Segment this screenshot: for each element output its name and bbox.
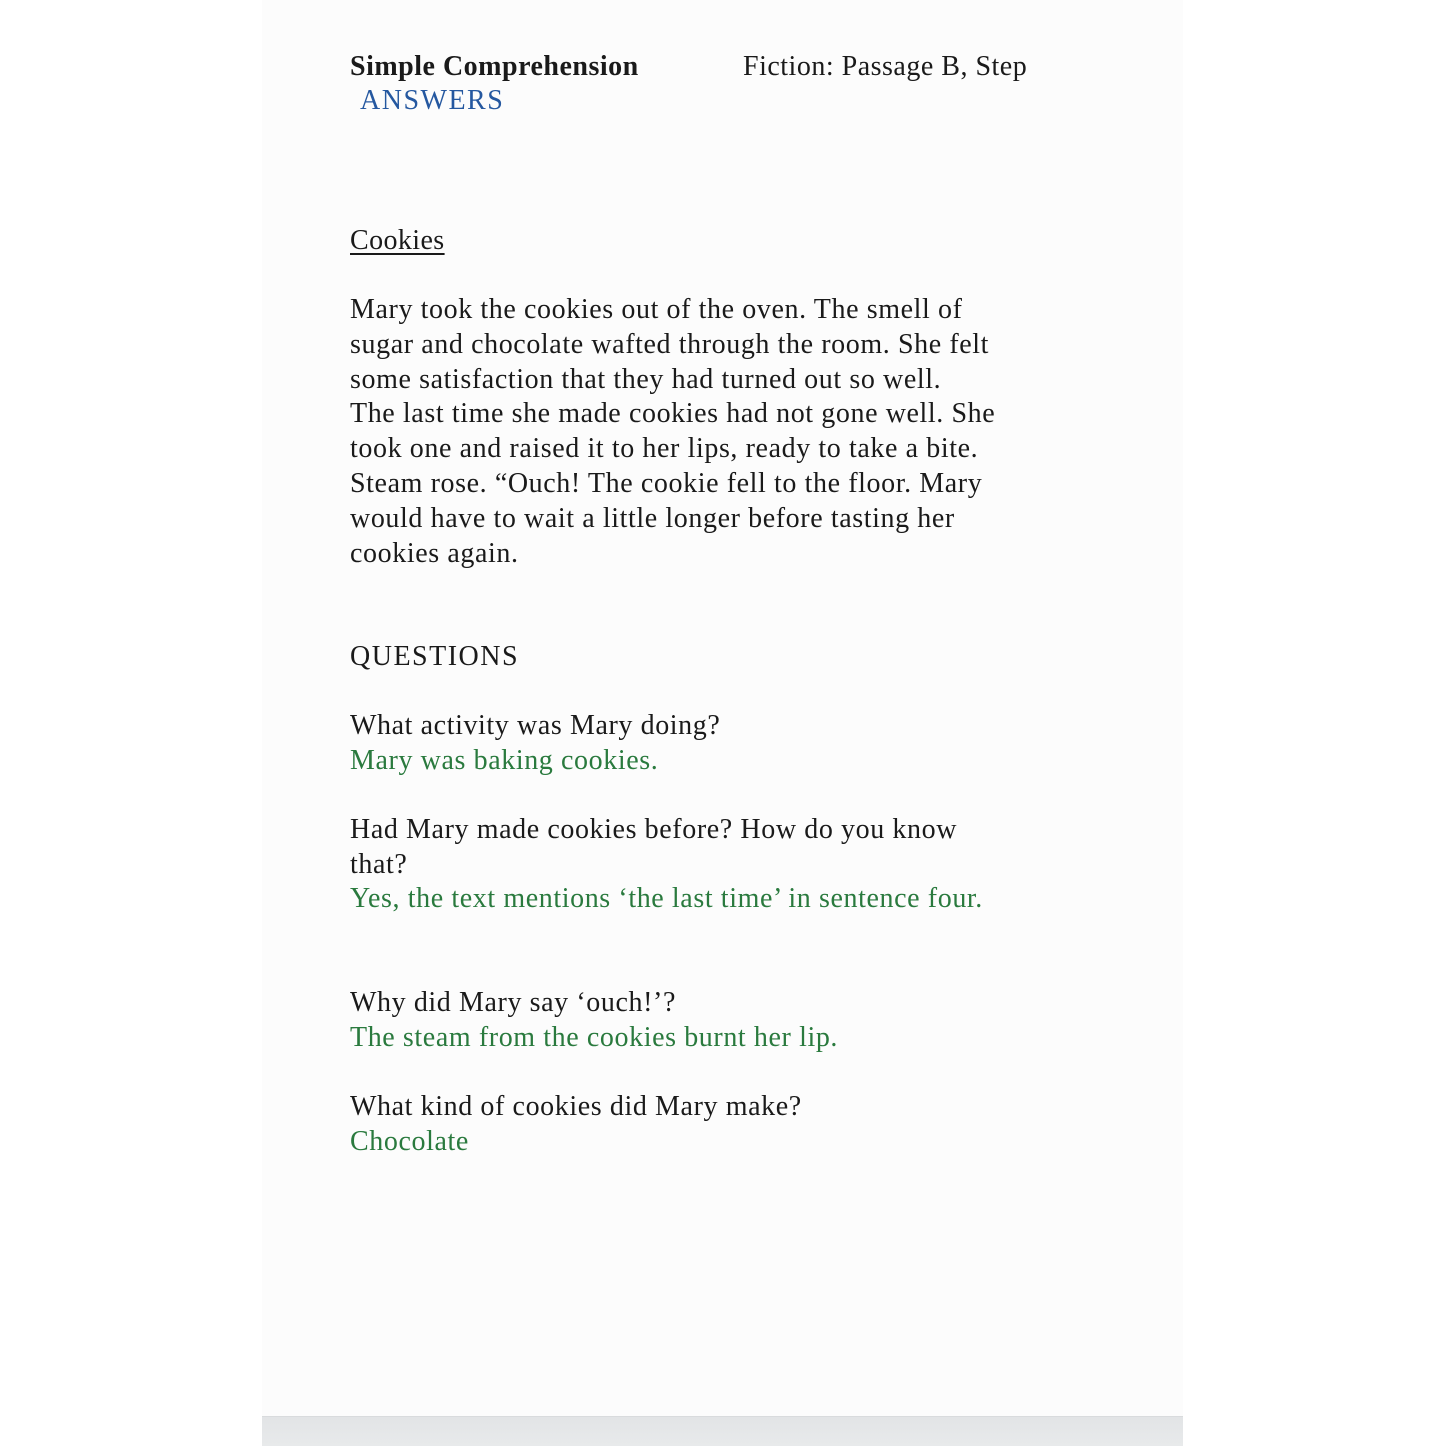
question-text: Had Mary made cookies before? How do you know <box>350 814 958 845</box>
story-line: Steam rose. “Ouch! The cookie fell to the floor. Mary <box>350 467 983 499</box>
story-line: would have to wait a little longer before tasting her <box>350 502 955 534</box>
question-block-4 <box>350 1090 1110 1159</box>
answers-label: ANSWERS <box>360 85 505 116</box>
question-text-continued: that? <box>350 848 408 880</box>
page-bottom-edge <box>262 1416 1183 1446</box>
story-title: Cookies <box>350 225 445 256</box>
document-page <box>262 0 1183 1416</box>
story-line: some satisfaction that they had turned out so well. <box>350 363 942 395</box>
question-block-2 <box>350 813 1110 917</box>
story-line: took one and raised it to her lips, ready to take a bite. <box>350 433 979 465</box>
question-text: Why did Mary say ‘ouch!’? <box>350 987 677 1018</box>
passage-label: Fiction: Passage B, Step <box>743 51 1028 82</box>
story-line: sugar and chocolate wafted through the room. She felt <box>350 328 990 360</box>
answer-text: Yes, the text mentions ‘the last time’ in sentence four. <box>350 883 983 914</box>
answer-text: Mary was baking cookies. <box>350 744 659 776</box>
question-block-3 <box>350 986 1110 1055</box>
answer-text: Chocolate <box>350 1125 469 1157</box>
story-line: The last time she made cookies had not gone well. She <box>350 398 996 430</box>
question-text: What kind of cookies did Mary make? <box>350 1091 802 1122</box>
worksheet-title: Simple Comprehension <box>350 51 639 82</box>
questions-heading: QUESTIONS <box>350 641 520 672</box>
question-text: What activity was Mary doing? <box>350 710 721 741</box>
story-line: Mary took the cookies out of the oven. The smell of <box>350 294 963 325</box>
story-line: cookies again. <box>350 537 519 569</box>
answer-text: The steam from the cookies burnt her lip. <box>350 1021 839 1053</box>
question-block-1 <box>350 709 1110 778</box>
story-passage <box>350 293 1110 571</box>
